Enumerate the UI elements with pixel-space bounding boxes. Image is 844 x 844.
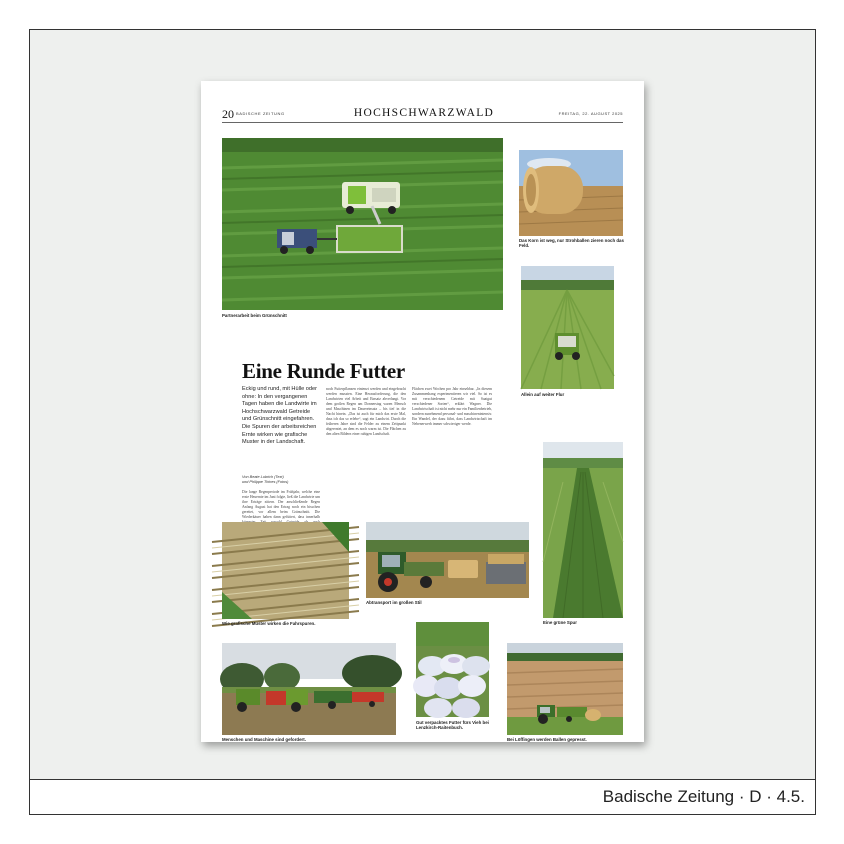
body-column-1: Die lange Regenperiode im Frühjahr, welche eine erste Heuernte im Juni folgte, ließ die Landwirte um ihre Erträge zittern. Der anschließende Regen Anfang August hat den Ertrag noch ein bisschen gerettet, vor allem beim Grünschnitt. Die Wiederkäuer haben dann gefüttert, dass innerhalb xyxy=(242,490,320,519)
photo-straw-bale xyxy=(519,150,623,236)
body-column-2: noch Futterpflanzen eintenzt werden und eingebracht werden mussten. Eine Herausforderung, die den Landwirten viel Arbeit und Einsatz abverlangt. Vor dem großen Regen am Donnerstag waren Mensch und Maschinen im Dauereinsatz – bis tief in die Nacht hinein. „Das ist auch für mich das erste Mal, dass ich das so erlebe“, sagt ein Landwirt. Durch die früheren Jahre sind die Felder zu einem Zeitpunkt abgeerntet, an dem es noch warm ist. Die Flächen zu den alten Bildern einer ruhigen Landschaft. xyxy=(326,387,406,436)
byline xyxy=(242,475,322,485)
byline-photographer: und Philippe Thines (Fotos) xyxy=(242,480,289,484)
caption-green-track: Eine grüne Spur xyxy=(543,620,577,625)
caption-straw-bale: Das Korn ist weg, nur Strohballen zieren noch das Feld. xyxy=(519,238,624,249)
body-column-3: Flächen zwei Wochen pro Jahr einsehbar. „In diesem Zusammenhang experimentieren wir viel. So ist es mit verschiedenem Getreide mit Saatgut verschiedener Sorten“, erklärt Wagner. Die Landwirtschaft ist nicht mehr nur ein Familienbetrieb, sondern zunehmend personal- und maschinenintensiv. Ein Wandel, der dazu führt, dass Landwirtschaft im Nebenerwerb immer schwieriger werde. xyxy=(412,387,492,426)
image-caption: Badische Zeitung · D · 4.5. xyxy=(602,787,805,806)
photo-green-track xyxy=(543,442,623,618)
photo-harvester xyxy=(222,138,503,310)
photo-people-machines xyxy=(222,643,396,735)
caption-bar xyxy=(30,780,815,814)
caption-roller: Bei Löffingen werden Ballen gepresst. xyxy=(507,737,587,742)
photo-baler-field xyxy=(521,266,614,389)
caption-baler-field: Allein auf weiter Flur xyxy=(521,392,565,397)
photo-wrapped-bales xyxy=(416,622,489,717)
paper-name: BADISCHE ZEITUNG xyxy=(236,111,285,116)
caption-wrapped-bales: Gut verpacktes Futter fürs Vieh bei Lenzkirch-Raitenbuch. xyxy=(416,720,489,731)
photo-roller xyxy=(507,643,623,735)
caption-harvester: Partnerarbeit beim Grünschnitt xyxy=(222,313,287,318)
masthead xyxy=(222,107,623,123)
newspaper-page xyxy=(201,81,644,742)
stage-background xyxy=(30,30,815,780)
caption-transport: Abtransport im großen Stil xyxy=(366,600,422,605)
issue-date: FREITAG, 22. AUGUST 2025 xyxy=(558,111,623,116)
photo-aerial-pattern xyxy=(222,522,349,619)
photo-transport xyxy=(366,522,529,598)
caption-aerial-pattern: Wie grafische Muster wirken die Fahrspuren. xyxy=(222,621,316,626)
caption-people-machines: Menschen und Maschine sind gefordert. xyxy=(222,737,306,742)
image-frame xyxy=(29,29,816,815)
section-title: HOCHSCHWARZWALD xyxy=(353,107,495,119)
lead-paragraph: Eckig und rund, mit Hülle oder ohne: In den vergangenen Tagen haben die Landwirte im Hochschwarzwald Getreide und Grünschnitt eingefahren. Die Spuren der arbeitsreichen Ernte wirken wie grafische Muster in der Landschaft. xyxy=(242,386,317,446)
headline: Eine Runde Futter xyxy=(242,359,405,383)
page-number: 20 xyxy=(222,107,234,121)
byline-author: Von Beate Lubrich (Text) xyxy=(242,475,284,479)
